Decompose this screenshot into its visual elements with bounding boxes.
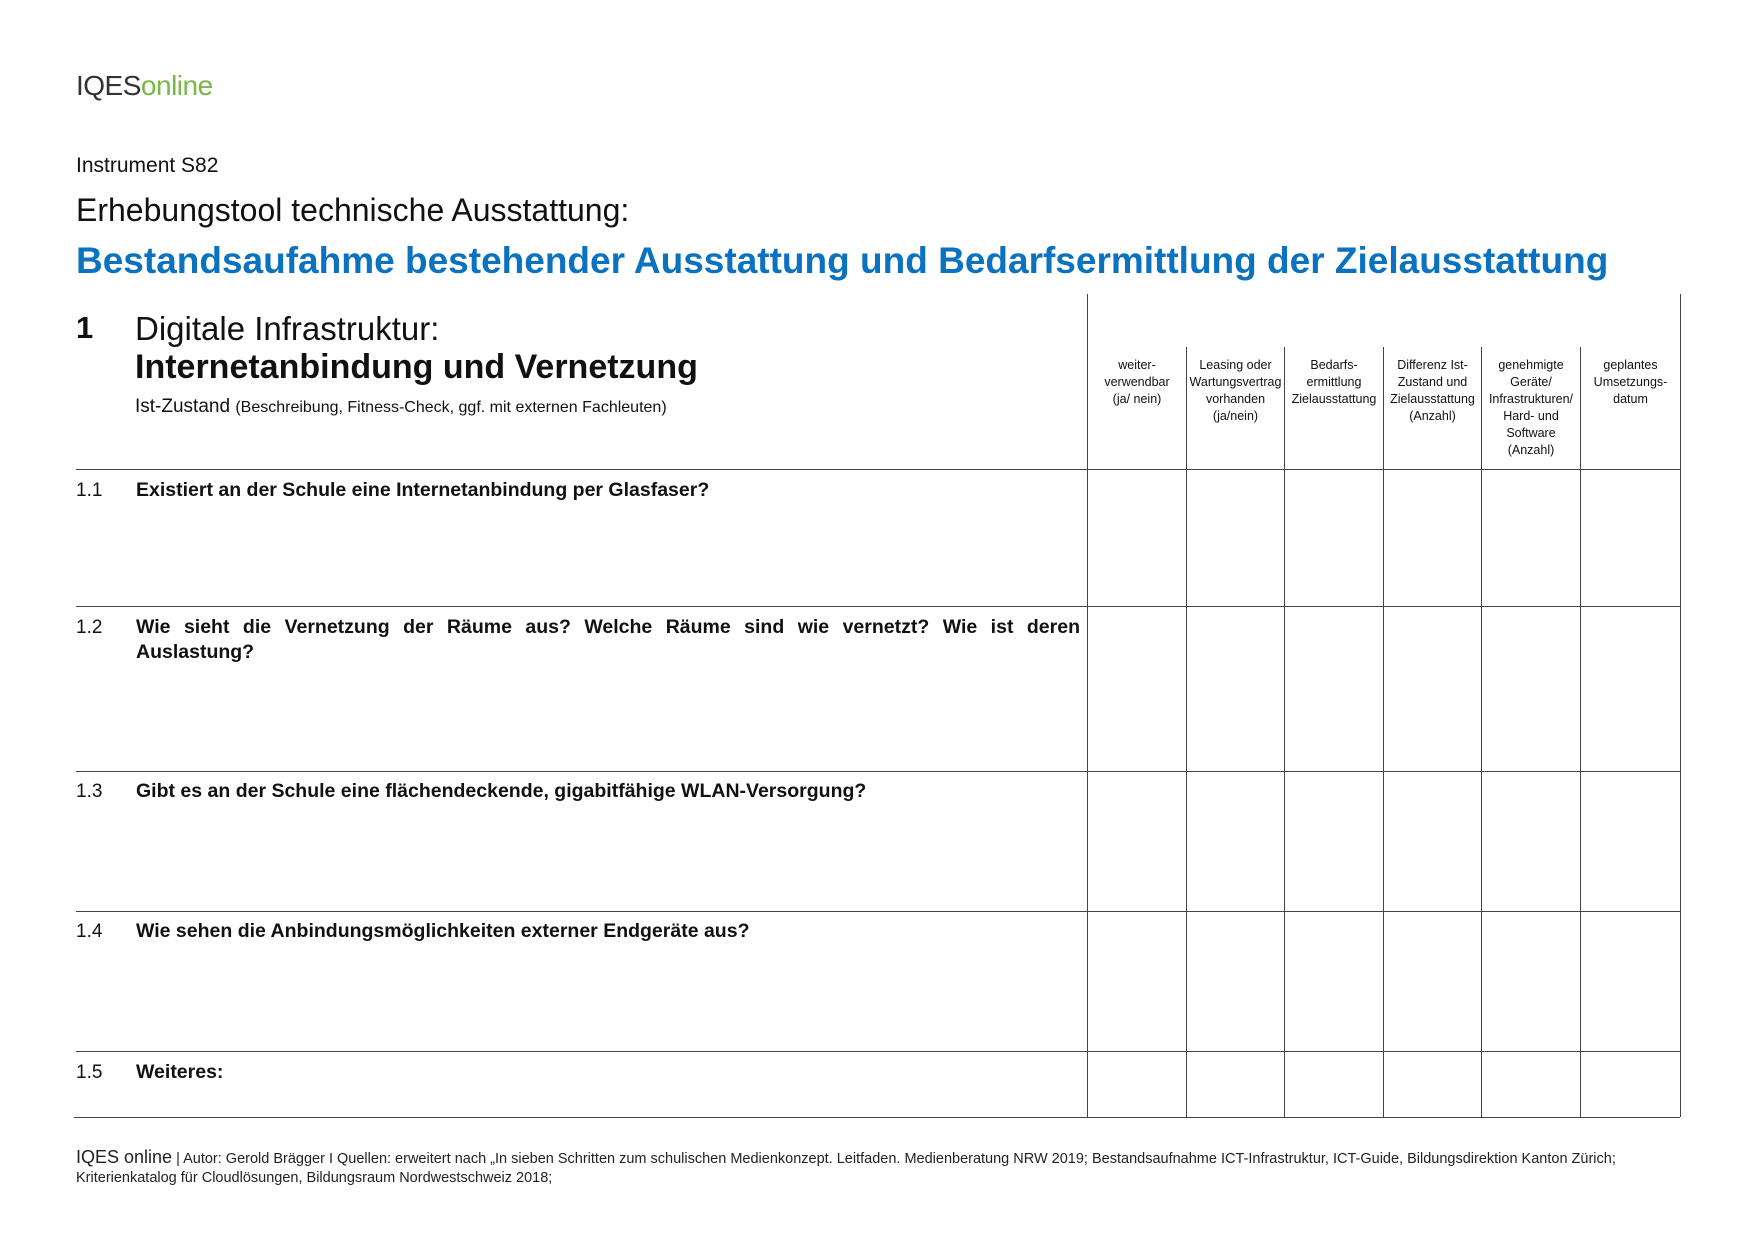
row-question: Gibt es an der Schule eine flächendeckende, gigabitfähige WLAN-Versorgung? <box>136 780 867 802</box>
column-header-umsetzungsdatum: geplantes Umsetzungs- datum <box>1593 358 1668 406</box>
row-separator <box>76 1051 1680 1052</box>
row-number: 1.3 <box>76 781 103 802</box>
column-header-weiterverwendbar: weiter- verwendbar (ja/ nein) <box>1104 358 1170 406</box>
row-separator <box>76 911 1680 912</box>
instrument-label: Instrument S82 <box>76 154 219 177</box>
footer <box>76 1148 1676 1188</box>
footer-brand: IQES online <box>76 1147 173 1167</box>
footer-sources: | Autor: Gerold Brägger I Quellen: erweitert nach „In sieben Schritten zum schulischen Medienkonzept. Leitfaden. Medienberatung NRW 2019; Bestandsaufnahme ICT-Infrastruktur, ICT-Guide, Bildungsdirektion Kanton Zürich; Kriterienkatalog für Cloudlösungen, Bildungsraum Nordwestschweiz 2018; <box>76 1151 1616 1186</box>
header-bottom-rule <box>76 469 1680 470</box>
row-number: 1.2 <box>76 617 103 638</box>
column-header-differenz: Differenz Ist- Zustand und Zielausstattung (Anzahl) <box>1390 358 1475 423</box>
logo-text-iqes: IQES <box>76 70 141 101</box>
column-divider <box>1481 347 1482 1117</box>
document-subtitle: Erhebungstool technische Ausstattung: <box>76 192 630 228</box>
row-question: Wie sehen die Anbindungsmöglichkeiten externer Endgeräte aus? <box>136 920 750 942</box>
column-header-leasing: Leasing oder Wartungsvertrag vorhanden (ja/nein) <box>1189 358 1282 423</box>
section-number: 1 <box>76 310 94 345</box>
ist-zustand-label <box>135 396 667 418</box>
table-bottom-rule <box>74 1117 1680 1118</box>
row-number: 1.4 <box>76 921 103 942</box>
row-number: 1.5 <box>76 1062 103 1083</box>
document-title: Bestandsaufahme bestehender Ausstattung und Bedarfsermittlung der Zielausstattung <box>76 240 1609 281</box>
ist-zustand-detail: (Beschreibung, Fitness-Check, ggf. mit externen Fachleuten) <box>235 399 667 416</box>
ist-zustand-main: Ist-Zustand <box>135 396 231 417</box>
table-border-right <box>1680 294 1681 1117</box>
column-header-genehmigte-geraete: genehmigte Geräte/ Infrastrukturen/ Hard- und Software (Anzahl) <box>1488 358 1574 457</box>
row-separator <box>76 606 1680 607</box>
section-label: Digitale Infrastruktur: <box>135 310 440 347</box>
section-heading: Internetanbindung und Vernetzung <box>135 348 698 386</box>
column-divider <box>1580 347 1581 1117</box>
row-number: 1.1 <box>76 480 103 501</box>
row-separator <box>76 771 1680 772</box>
row-question: Weiteres: <box>136 1061 224 1083</box>
row-question: Wie sieht die Vernetzung der Räume aus? Welche Räume sind wie vernetzt? Wie ist deren Auslastung? <box>136 616 1080 663</box>
column-divider <box>1284 347 1285 1117</box>
column-divider <box>1383 347 1384 1117</box>
table-divider-question <box>1087 294 1088 1117</box>
column-header-bedarfsermittlung: Bedarfs- ermittlung Zielausstattung <box>1291 358 1377 406</box>
column-divider <box>1186 347 1187 1117</box>
iqes-logo <box>76 70 213 102</box>
logo-text-online: online <box>140 70 213 101</box>
row-question: Existiert an der Schule eine Internetanbindung per Glasfaser? <box>136 479 710 501</box>
